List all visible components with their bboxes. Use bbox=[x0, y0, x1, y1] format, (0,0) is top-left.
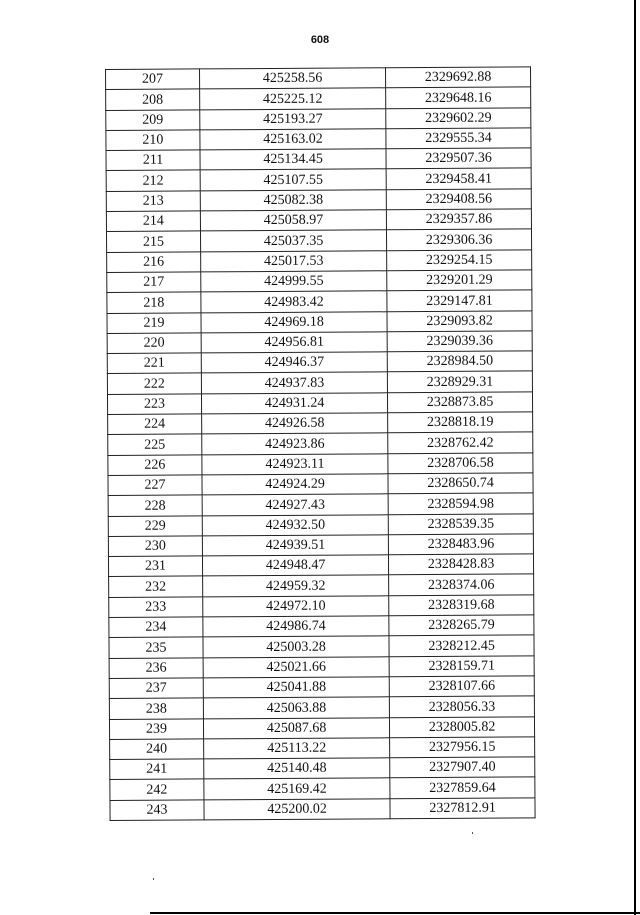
point-number-cell: 227 bbox=[108, 475, 202, 496]
table-row bbox=[106, 148, 531, 171]
x-coordinate-cell: 424924.29 bbox=[202, 474, 388, 495]
x-coordinate-cell: 425041.88 bbox=[203, 677, 389, 698]
x-coordinate-cell: 425169.42 bbox=[204, 778, 390, 799]
y-coordinate-cell: 2329555.34 bbox=[386, 128, 531, 149]
point-number-cell: 226 bbox=[108, 455, 202, 476]
point-number-cell: 236 bbox=[109, 658, 203, 679]
x-coordinate-cell: 424939.51 bbox=[202, 535, 388, 556]
scan-edge-bottom bbox=[150, 912, 640, 914]
table-row bbox=[106, 67, 531, 90]
point-number-cell: 217 bbox=[107, 272, 201, 293]
x-coordinate-cell: 425200.02 bbox=[204, 798, 390, 819]
table-row bbox=[109, 595, 534, 618]
y-coordinate-cell: 2329692.88 bbox=[386, 67, 531, 88]
table-row bbox=[109, 696, 534, 719]
table-row bbox=[110, 737, 535, 760]
x-coordinate-cell: 425087.68 bbox=[203, 717, 389, 738]
scan-edge-right bbox=[634, 0, 636, 915]
x-coordinate-cell: 424932.50 bbox=[202, 514, 388, 535]
table-row bbox=[107, 371, 532, 394]
point-number-cell: 241 bbox=[110, 759, 204, 780]
point-number-cell: 214 bbox=[106, 211, 200, 232]
point-number-cell: 212 bbox=[106, 170, 200, 191]
x-coordinate-cell: 424959.32 bbox=[203, 575, 389, 596]
x-coordinate-cell: 425082.38 bbox=[200, 190, 386, 211]
y-coordinate-cell: 2328319.68 bbox=[389, 595, 534, 616]
x-coordinate-cell: 425113.22 bbox=[204, 738, 390, 759]
x-coordinate-cell: 425058.97 bbox=[200, 210, 386, 231]
table-row bbox=[107, 351, 532, 374]
x-coordinate-cell: 424923.86 bbox=[202, 433, 388, 454]
y-coordinate-cell: 2329093.82 bbox=[387, 310, 532, 331]
x-coordinate-cell: 425225.12 bbox=[200, 88, 386, 109]
point-number-cell: 240 bbox=[110, 739, 204, 760]
point-number-cell: 229 bbox=[108, 515, 202, 536]
x-coordinate-cell: 425134.45 bbox=[200, 149, 386, 170]
y-coordinate-cell: 2328107.66 bbox=[389, 676, 534, 697]
x-coordinate-cell: 424923.11 bbox=[202, 453, 388, 474]
x-coordinate-cell: 425193.27 bbox=[200, 108, 386, 129]
page-number: 608 bbox=[310, 34, 330, 46]
x-coordinate-cell: 425037.35 bbox=[200, 230, 386, 251]
table-row bbox=[107, 290, 532, 313]
point-number-cell: 210 bbox=[106, 130, 200, 151]
point-number-cell: 239 bbox=[109, 718, 203, 739]
point-number-cell: 230 bbox=[108, 536, 202, 557]
x-coordinate-cell: 425163.02 bbox=[200, 129, 386, 150]
y-coordinate-cell: 2329039.36 bbox=[387, 331, 532, 352]
y-coordinate-cell: 2328650.74 bbox=[388, 473, 533, 494]
table-row bbox=[107, 270, 532, 293]
y-coordinate-cell: 2328984.50 bbox=[387, 351, 532, 372]
table-row bbox=[109, 716, 534, 739]
y-coordinate-cell: 2328483.96 bbox=[388, 534, 533, 555]
table-row bbox=[106, 87, 531, 110]
coordinate-table-body bbox=[106, 67, 536, 821]
table-row bbox=[108, 513, 533, 536]
y-coordinate-cell: 2327812.91 bbox=[390, 798, 535, 819]
coordinate-table bbox=[105, 66, 536, 821]
point-number-cell: 207 bbox=[106, 69, 200, 90]
table-row bbox=[110, 798, 535, 821]
x-coordinate-cell: 425107.55 bbox=[200, 169, 386, 190]
table-row bbox=[107, 331, 532, 354]
point-number-cell: 243 bbox=[110, 800, 204, 821]
point-number-cell: 213 bbox=[106, 191, 200, 212]
table-row bbox=[107, 392, 532, 415]
table-row bbox=[107, 250, 532, 273]
x-coordinate-cell: 425021.66 bbox=[203, 656, 389, 677]
point-number-cell: 223 bbox=[107, 394, 201, 415]
table-row bbox=[109, 574, 534, 597]
table-row bbox=[106, 168, 531, 191]
y-coordinate-cell: 2329306.36 bbox=[387, 229, 532, 250]
y-coordinate-cell: 2328212.45 bbox=[389, 635, 534, 656]
table-row bbox=[107, 310, 532, 333]
y-coordinate-cell: 2329147.81 bbox=[387, 290, 532, 311]
y-coordinate-cell: 2328159.71 bbox=[389, 655, 534, 676]
y-coordinate-cell: 2328706.58 bbox=[388, 453, 533, 474]
table-row bbox=[110, 777, 535, 800]
y-coordinate-cell: 2327956.15 bbox=[390, 737, 535, 758]
point-number-cell: 208 bbox=[106, 89, 200, 110]
table-row bbox=[106, 128, 531, 151]
table-row bbox=[108, 453, 533, 476]
x-coordinate-cell: 425140.48 bbox=[204, 758, 390, 779]
point-number-cell: 218 bbox=[107, 292, 201, 313]
point-number-cell: 238 bbox=[109, 698, 203, 719]
point-number-cell: 216 bbox=[107, 252, 201, 273]
point-number-cell: 237 bbox=[109, 678, 203, 699]
table-row bbox=[109, 655, 534, 678]
y-coordinate-cell: 2329602.29 bbox=[386, 107, 531, 128]
table-row bbox=[108, 432, 533, 455]
table-row bbox=[108, 412, 533, 435]
x-coordinate-cell: 425063.88 bbox=[203, 697, 389, 718]
point-number-cell: 233 bbox=[109, 597, 203, 618]
point-number-cell: 235 bbox=[109, 637, 203, 658]
point-number-cell: 215 bbox=[106, 231, 200, 252]
x-coordinate-cell: 424937.83 bbox=[201, 372, 387, 393]
x-coordinate-cell: 424956.81 bbox=[201, 332, 387, 353]
x-coordinate-cell: 425258.56 bbox=[199, 68, 385, 89]
point-number-cell: 232 bbox=[109, 576, 203, 597]
table-row bbox=[108, 493, 533, 516]
y-coordinate-cell: 2327859.64 bbox=[390, 777, 535, 798]
table-row bbox=[109, 635, 534, 658]
x-coordinate-cell: 424931.24 bbox=[201, 393, 387, 414]
table-row bbox=[106, 107, 531, 130]
y-coordinate-cell: 2328428.83 bbox=[389, 554, 534, 575]
table-row bbox=[106, 189, 531, 212]
y-coordinate-cell: 2329201.29 bbox=[387, 270, 532, 291]
x-coordinate-cell: 425017.53 bbox=[201, 250, 387, 271]
x-coordinate-cell: 424926.58 bbox=[202, 413, 388, 434]
table-row bbox=[109, 615, 534, 638]
y-coordinate-cell: 2329507.36 bbox=[386, 148, 531, 169]
y-coordinate-cell: 2328818.19 bbox=[388, 412, 533, 433]
x-coordinate-cell: 424946.37 bbox=[201, 352, 387, 373]
point-number-cell: 225 bbox=[108, 434, 202, 455]
table-row bbox=[108, 473, 533, 496]
y-coordinate-cell: 2329458.41 bbox=[386, 168, 531, 189]
x-coordinate-cell: 424999.55 bbox=[201, 271, 387, 292]
point-number-cell: 234 bbox=[109, 617, 203, 638]
y-coordinate-cell: 2328056.33 bbox=[389, 696, 534, 717]
point-number-cell: 209 bbox=[106, 110, 200, 131]
point-number-cell: 242 bbox=[110, 779, 204, 800]
y-coordinate-cell: 2329254.15 bbox=[387, 250, 532, 271]
y-coordinate-cell: 2328374.06 bbox=[389, 574, 534, 595]
point-number-cell: 211 bbox=[106, 150, 200, 171]
x-coordinate-cell: 424927.43 bbox=[202, 494, 388, 515]
table-row bbox=[106, 209, 531, 232]
point-number-cell: 220 bbox=[107, 333, 201, 354]
y-coordinate-cell: 2329648.16 bbox=[386, 87, 531, 108]
table-row bbox=[106, 229, 531, 252]
y-coordinate-cell: 2328929.31 bbox=[387, 371, 532, 392]
table-row bbox=[110, 757, 535, 780]
point-number-cell: 228 bbox=[108, 495, 202, 516]
y-coordinate-cell: 2328265.79 bbox=[389, 615, 534, 636]
x-coordinate-cell: 424972.10 bbox=[203, 595, 389, 616]
x-coordinate-cell: 424986.74 bbox=[203, 616, 389, 637]
y-coordinate-cell: 2329408.56 bbox=[386, 189, 531, 210]
x-coordinate-cell: 425003.28 bbox=[203, 636, 389, 657]
table-row bbox=[108, 554, 533, 577]
point-number-cell: 222 bbox=[107, 373, 201, 394]
table-row bbox=[108, 534, 533, 557]
y-coordinate-cell: 2329357.86 bbox=[386, 209, 531, 230]
x-coordinate-cell: 424948.47 bbox=[202, 555, 388, 576]
point-number-cell: 231 bbox=[108, 556, 202, 577]
y-coordinate-cell: 2327907.40 bbox=[390, 757, 535, 778]
x-coordinate-cell: 424969.18 bbox=[201, 311, 387, 332]
y-coordinate-cell: 2328005.82 bbox=[390, 716, 535, 737]
point-number-cell: 221 bbox=[107, 353, 201, 374]
x-coordinate-cell: 424983.42 bbox=[201, 291, 387, 312]
scan-speck bbox=[153, 878, 154, 880]
point-number-cell: 224 bbox=[108, 414, 202, 435]
y-coordinate-cell: 2328762.42 bbox=[388, 432, 533, 453]
table-row bbox=[109, 676, 534, 699]
scan-speck bbox=[472, 832, 473, 834]
y-coordinate-cell: 2328594.98 bbox=[388, 493, 533, 514]
y-coordinate-cell: 2328539.35 bbox=[388, 513, 533, 534]
point-number-cell: 219 bbox=[107, 312, 201, 333]
y-coordinate-cell: 2328873.85 bbox=[388, 392, 533, 413]
